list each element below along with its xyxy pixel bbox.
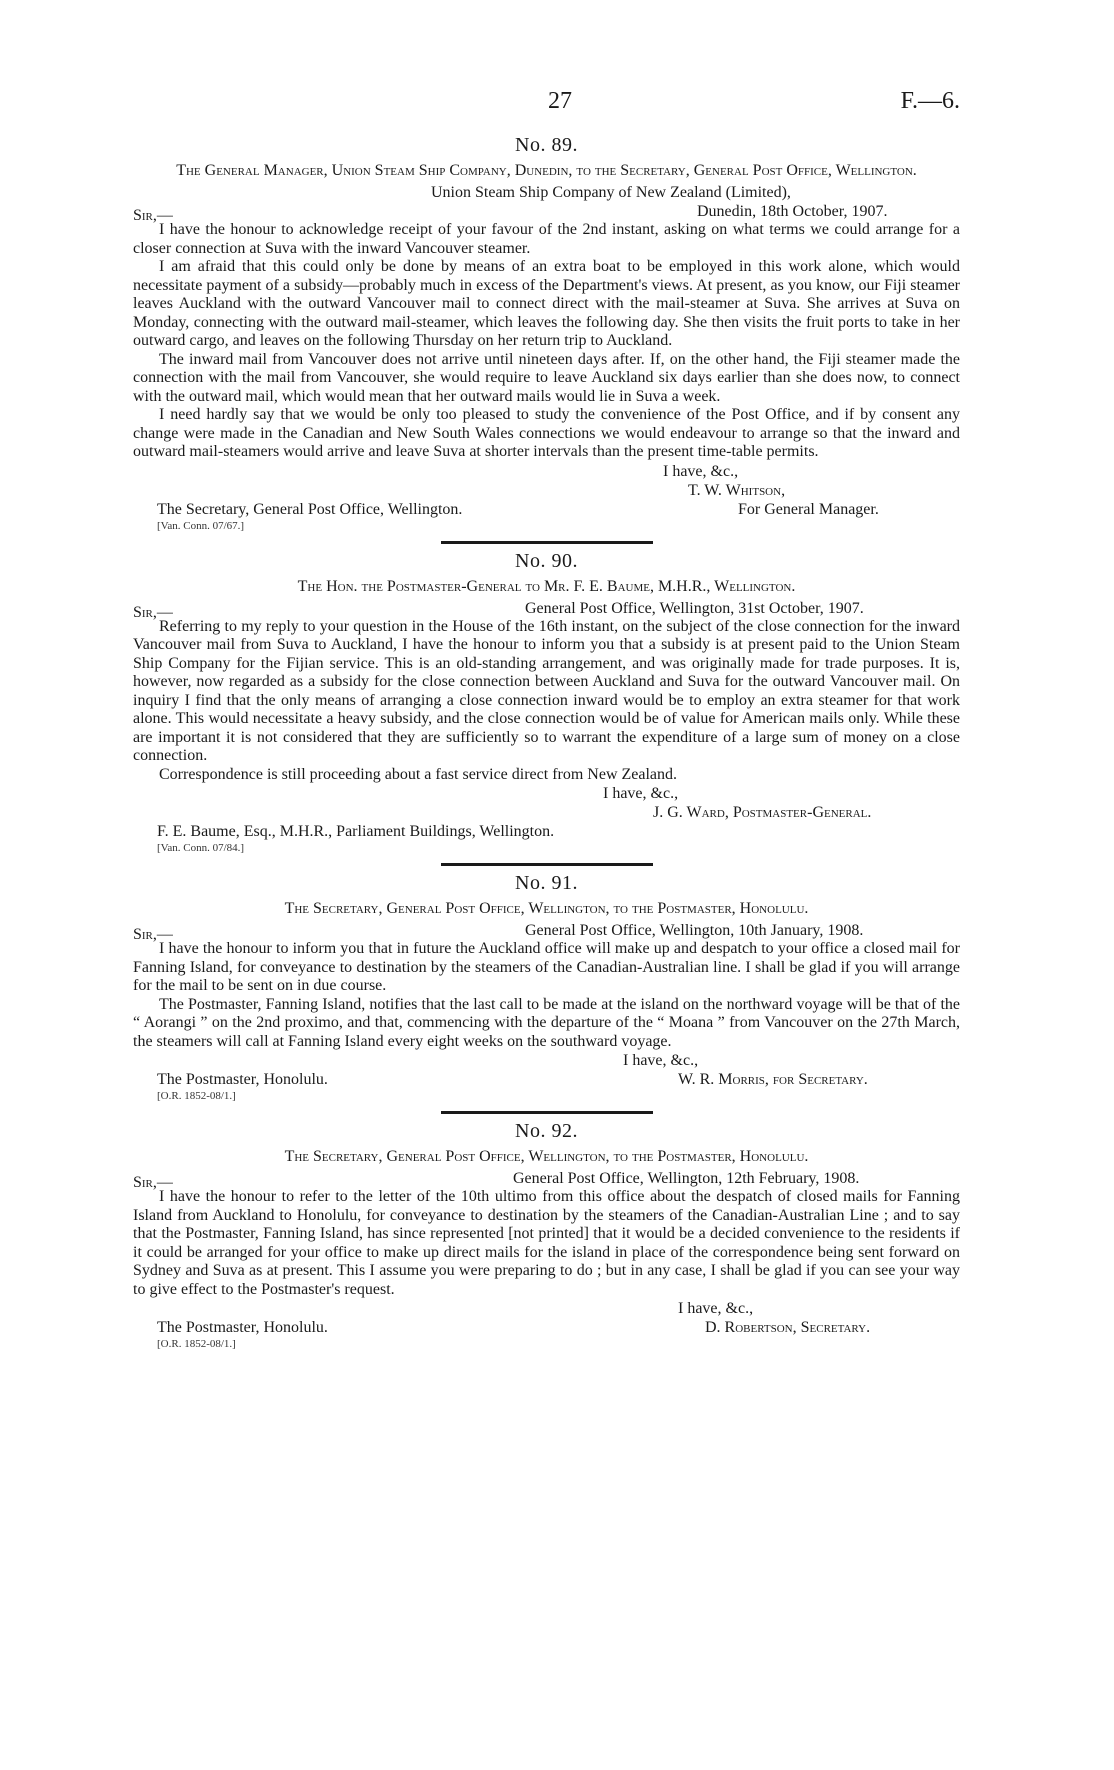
addressee: The Secretary, General Post Office, Wellington.	[157, 500, 463, 518]
letter-number: No. 92.	[515, 1120, 578, 1142]
signature: W. R. Morris, for Secretary.	[678, 1071, 868, 1088]
closing-row	[133, 1299, 960, 1318]
signature: D. Robertson, Secretary.	[705, 1319, 871, 1336]
date-line: General Post Office, Wellington, 10th January, 1908.	[525, 922, 864, 939]
section-divider	[441, 541, 653, 544]
paragraph: I need hardly say that we would be only too pleased to study the convenience of the Post Office, and if by consent any change were made in the Canadian and New South Wales connections we would endeavour to arrange so that the inward and outward mail-steamers would arrive and leave Suva at shorter intervals than the present time-table permits.	[133, 406, 960, 460]
closing: I have, &c.,	[663, 462, 739, 480]
sender-address-line: Union Steam Ship Company of New Zealand (Limited),	[431, 184, 791, 201]
section-divider	[441, 1111, 653, 1114]
date-line: Dunedin, 18th October, 1907.	[697, 203, 888, 220]
signature: T. W. Whitson,	[688, 481, 786, 499]
closing-row	[133, 1051, 960, 1070]
file-reference: [O.R. 1852-08/1.]	[157, 1338, 236, 1350]
letter-title: The Hon. the Postmaster-General to Mr. F. E. Baume, M.H.R., Wellington.	[297, 577, 796, 595]
addressee: The Postmaster, Honolulu.	[157, 1319, 328, 1336]
addressee-row	[133, 1318, 960, 1337]
salutation-row	[133, 202, 960, 224]
letter-90	[133, 550, 960, 867]
paragraph: Correspondence is still proceeding about a fast service direct from New Zealand.	[159, 765, 678, 783]
file-reference: [Van. Conn. 07/67.]	[157, 519, 245, 532]
salutation: Sir,—	[133, 207, 173, 224]
paragraph: I am afraid that this could only be done by means of an extra boat to be employed in this work alone, which would necessitate payment of a subsidy—probably much in excess of the Department's views. At present, as you know, our Fiji steamer leaves Auckland with the outward Vancouver mail to connect direct with the mail-steamer at Suva. She arrives at Suva on Monday, connecting with the outward mail-steamer, which leaves the following day. She then visits the fruit ports to take in her outward cargo, and leaves on the following Thursday on her return trip to Auckland.	[133, 258, 960, 349]
salutation-row	[133, 599, 960, 621]
date-line: General Post Office, Wellington, 31st October, 1907.	[525, 599, 864, 617]
salutation-row	[133, 921, 960, 943]
paragraph: I have the honour to acknowledge receipt of your favour of the 2nd instant, asking on what terms we could arrange for a closer connection at Suva with the inward Vancouver steamer.	[133, 221, 960, 257]
paragraph: The Postmaster, Fanning Island, notifies that the last call to be made at the island on the northward voyage will be that of the “ Aorangi ” on the 2nd proximo, and that, commencing with the departure of the “ Moana ” from Vancouver on the 27th March, the steamers will call at Fanning Island every eight weeks on the southward voyage.	[133, 995, 960, 1050]
addressee-row	[133, 500, 960, 519]
paragraph: I have the honour to inform you that in future the Auckland office will make up and despatch to your office a closed mail for Fanning Island, for conveyance to destination by the steamers of the Canadian-Australian line. I shall be glad if you will arrange for the mail to be sent on in due course.	[133, 940, 960, 994]
letter-92	[133, 1120, 960, 1351]
page-number: 27	[548, 88, 572, 114]
letter-91	[133, 872, 960, 1114]
paragraph: Referring to my reply to your question in the House of the 16th instant, on the subject of the close connection for the inward Vancouver mail from Suva to Auckland, I have the honour to inform you that a subsidy is at present paid to the Union Steam Ship Company for the Fijian service. This is an old-standing arrangement, and was originally made for trade purposes. It is, however, now regarded as a subsidy for the close connection between Auckland and Suva for the outward Vancouver mail. On inquiry I find that the only means of arranging a close connection inward would be to employ an extra steamer for that work alone. This would necessitate a heavy subsidy, and the close connection would be of value for American mails only. While these are important it is not considered that they are sufficiently so to warrant the expenditure of a large sum of money on a close connection.	[133, 617, 960, 764]
file-reference: [Van. Conn. 07/84.]	[157, 842, 245, 854]
section-divider	[441, 863, 653, 866]
salutation: Sir,—	[133, 1174, 173, 1191]
closing: I have, &c.,	[623, 1052, 699, 1069]
file-reference: [O.R. 1852-08/1.]	[157, 1090, 236, 1102]
closing: I have, &c.,	[603, 785, 679, 802]
date-line: General Post Office, Wellington, 12th February, 1908.	[513, 1170, 860, 1187]
closing: I have, &c.,	[678, 1300, 754, 1317]
page-header	[133, 88, 960, 128]
signature: J. G. Ward, Postmaster-General.	[653, 804, 872, 821]
letter-number: No. 91.	[515, 872, 578, 894]
salutation-row	[133, 1169, 960, 1191]
letter-number: No. 90.	[515, 549, 578, 572]
paragraph: I have the honour to refer to the letter of the 10th ultimo from this office about the despatch of closed mails for Fanning Island from Auckland to Honolulu, for conveyance to destination by the steamers of the Canadian-Australian Line ; and to say that the Postmaster, Fanning Island, has since represented [not printed] that it would be a decided convenience to the residents if it could be arranged for your office to make up direct mails for the island in place of the correspondence being sent forward on Sydney and Suva as at present. This I assume you were preparing to do ; but in any case, I shall be glad if you can see your way to give effect to the Postmaster's request.	[133, 1188, 960, 1298]
paragraph: The inward mail from Vancouver does not arrive until nineteen days after. If, on the other hand, the Fiji steamer made the connection with the mail from Vancouver, she would require to leave Auckland six days earlier than she does now, to connect with the outward mail, which would mean that her outward mails would lie in Suva a week.	[133, 350, 960, 405]
addressee-row	[133, 822, 960, 841]
signature-row	[133, 481, 960, 500]
closing-row	[133, 462, 960, 481]
closing-row	[133, 784, 960, 803]
addressee-row	[133, 1070, 960, 1089]
salutation: Sir,—	[133, 603, 173, 621]
letter-89	[133, 134, 960, 544]
letter-title: The Secretary, General Post Office, Wellington, to the Postmaster, Honolulu.	[284, 1148, 809, 1165]
letter-title: The General Manager, Union Steam Ship Company, Dunedin, to the Secretary, General Post Office, Wellington.	[176, 162, 917, 179]
addressee: F. E. Baume, Esq., M.H.R., Parliament Buildings, Wellington.	[157, 823, 555, 840]
letter-number: No. 89.	[515, 134, 578, 156]
addressee: The Postmaster, Honolulu.	[157, 1071, 328, 1088]
signature-row	[133, 803, 960, 822]
document-reference: F.—6.	[900, 88, 960, 114]
signature-title: For General Manager.	[738, 500, 879, 518]
letter-title: The Secretary, General Post Office, Wellington, to the Postmaster, Honolulu.	[284, 900, 809, 917]
salutation: Sir,—	[133, 926, 173, 943]
